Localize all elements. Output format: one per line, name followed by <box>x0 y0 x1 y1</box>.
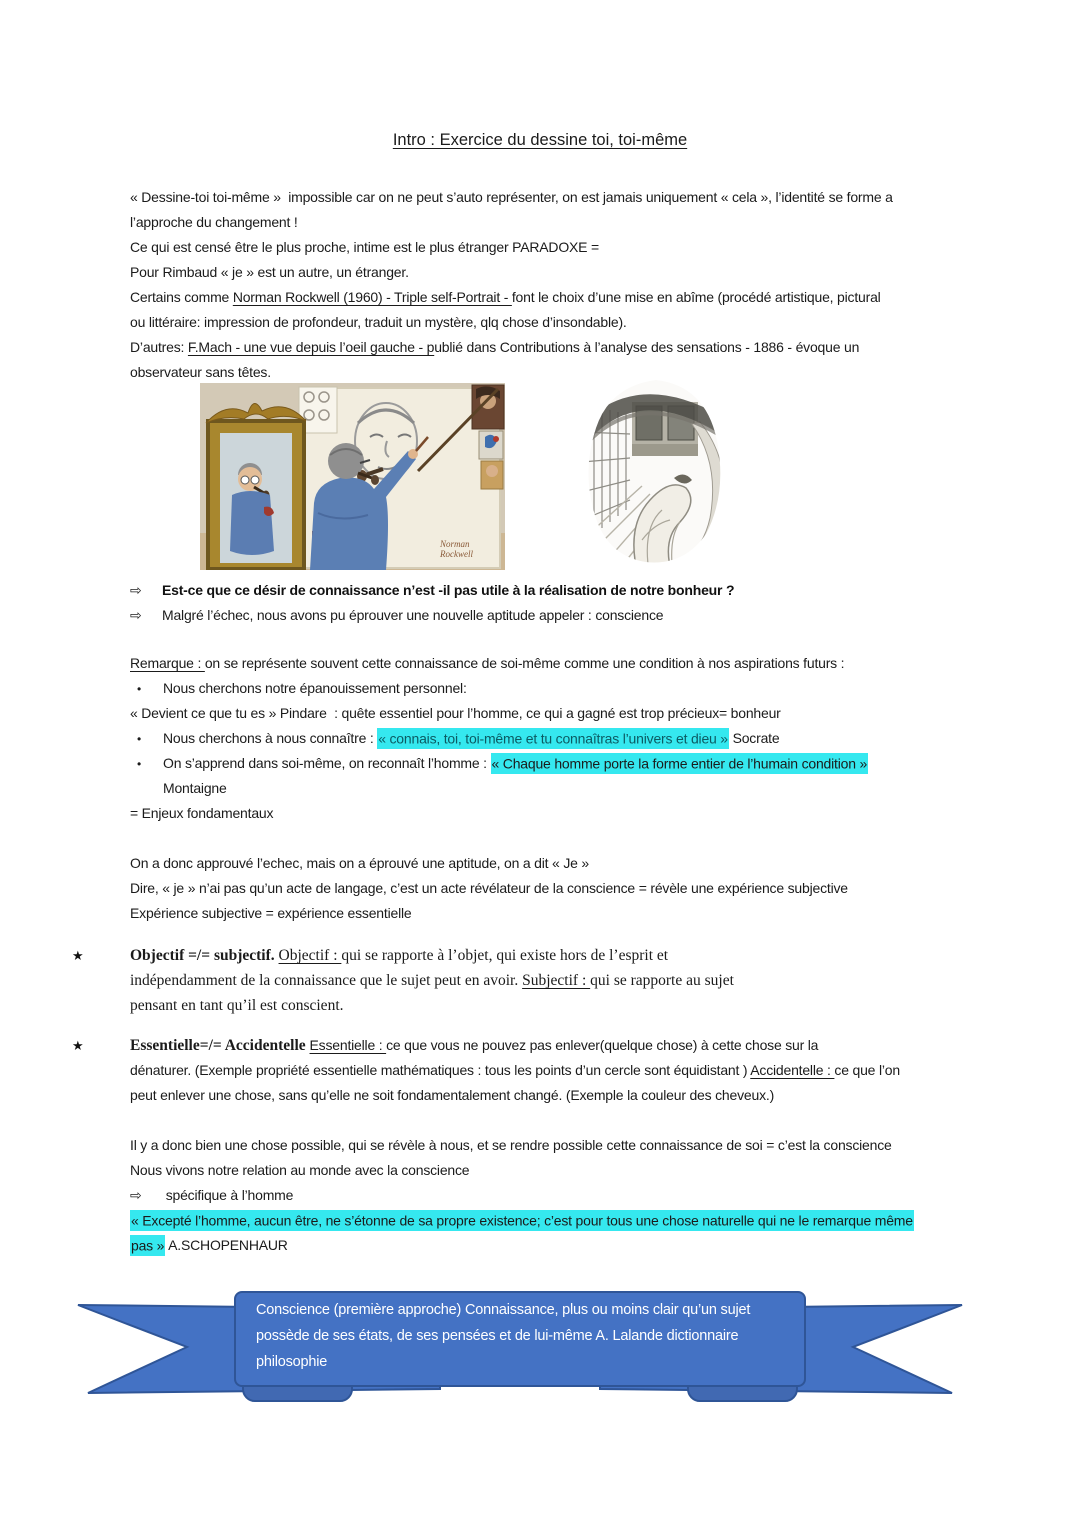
text-run: font le choix d’une mise en abîme (procédé artistique, pictural <box>511 289 881 305</box>
quote-author: A.SCHOPENHAUR <box>165 1237 288 1253</box>
rockwell-signature: Norman <box>440 539 470 549</box>
text-run: Il y a donc bien une chose possible, qui se révèle à nous, et se rendre possible cette connaissance de soi = c’est la conscience <box>130 1137 892 1153</box>
text-run: peut enlever une chose, sans qu’elle ne soit fondamentalement changé. (Exemple la couleur des cheveux.) <box>130 1087 775 1103</box>
rockwell-image <box>200 383 505 575</box>
arrow-icon: ⇨ <box>130 583 142 599</box>
bullet-icon: • <box>137 732 142 746</box>
text-line <box>130 285 975 310</box>
arrow-icon: ⇨ <box>130 1188 142 1204</box>
intro-paragraph <box>130 185 975 385</box>
text-run: observateur sans têtes. <box>130 364 271 380</box>
text-line <box>130 235 975 260</box>
mach-reference: F.Mach - une vue depuis l’oeil gauche - p <box>187 339 435 355</box>
text-line <box>130 185 975 210</box>
page-title <box>0 128 1080 153</box>
text-run: on se représente souvent cette connaissance de soi-même comme une condition à nos aspirations futurs : <box>204 655 845 671</box>
definition-line <box>130 1083 975 1108</box>
text-line <box>130 701 975 726</box>
text-line <box>130 901 975 926</box>
text-run: Nous vivons notre relation au monde avec la conscience <box>130 1162 470 1178</box>
mach-image <box>578 374 726 571</box>
text-run: Nous cherchons à nous connaître : <box>163 730 378 746</box>
question-line <box>130 603 975 628</box>
rockwell-reference: Norman Rockwell (1960) - Triple self-Portrait - <box>232 289 512 305</box>
text-run: dénaturer. (Exemple propriété essentielle mathématiques : tous les points d’un cercle sont équidistant ) <box>130 1062 751 1078</box>
text-run: ublié dans Contributions à l’analyse des sensations - 1886 - évoque un <box>434 339 860 355</box>
mach-illustration <box>578 374 726 566</box>
text-run: Conscience (première approche) Connaissance, plus ou moins clair qu’un sujet <box>256 1302 751 1318</box>
question-line <box>130 578 975 603</box>
underlined-term: Subjectif : <box>522 972 591 989</box>
schopenhauer-quote-line <box>130 1233 975 1258</box>
text-run: « Dessine-toi toi-même » impossible car on ne peut s’auto représenter, on est jamais uniquement « cela », l’identité se forme a <box>130 189 893 205</box>
text-run: philosophie <box>256 1354 328 1370</box>
text-line <box>130 210 975 235</box>
socrate-quote-highlight: « connais, toi, toi-même et tu connaîtras l’univers et dieu » <box>377 728 729 749</box>
schopenhauer-quote-highlight: pas » <box>130 1235 165 1256</box>
text-run: Ce qui est censé être le plus proche, intime est le plus étranger PARADOXE = <box>130 239 599 255</box>
text-run: On s’apprend dans soi-même, on reconnaît l’homme : <box>163 755 491 771</box>
text-run: spécifique à l’homme <box>162 1187 294 1203</box>
ribbon-text-line <box>256 1349 801 1375</box>
underlined-term: Essentielle : <box>309 1037 387 1053</box>
bullet-line <box>130 751 975 776</box>
text-line <box>130 335 975 360</box>
text-line <box>130 260 975 285</box>
text-run: On a donc approuvé l’echec, mais on a éprouvé une aptitude, on a dit « Je » <box>130 855 589 871</box>
rockwell-signature: Rockwell <box>440 549 473 559</box>
text-run: Malgré l’échec, nous avons pu éprouver une nouvelle aptitude appeler : conscience <box>162 607 664 623</box>
underlined-term: Objectif : <box>278 947 342 964</box>
text-run: possède de ses états, de ses pensées et de lui-même A. Lalande dictionnaire <box>256 1328 739 1344</box>
text-line <box>130 360 975 385</box>
arrow-line <box>130 1183 975 1208</box>
text-run: pensant en tant qu’il est conscient. <box>130 997 344 1014</box>
definition-line <box>130 1058 975 1083</box>
text-run: Montaigne <box>163 780 227 796</box>
text-run: Dire, « je » n’ai pas qu’un acte de langage, c’est un acte révélateur de la conscience = révèle une expérience subjective <box>130 880 848 896</box>
text-line <box>130 801 975 826</box>
text-run: Nous cherchons notre épanouissement personnel: <box>163 680 467 696</box>
bullet-icon: • <box>137 757 142 771</box>
star-icon: ★ <box>72 1038 84 1053</box>
conscience-block <box>130 1133 975 1258</box>
objectif-definition <box>130 943 975 1018</box>
essentielle-definition <box>130 1033 975 1108</box>
text-run: Expérience subjective = expérience essentielle <box>130 905 412 921</box>
underlined-term: Accidentelle : <box>750 1062 835 1078</box>
text-run: Pour Rimbaud « je » est un autre, un étranger. <box>130 264 409 280</box>
text-run: qui se rapporte à l’objet, qui existe hors de l’esprit et <box>341 947 669 964</box>
bullet-line <box>130 676 975 701</box>
text-line <box>130 851 975 876</box>
text-run: Socrate <box>728 730 780 746</box>
text-run: ce que l’on <box>834 1062 900 1078</box>
schopenhauer-quote-line <box>130 1208 975 1233</box>
page-title-text: Intro : Exercice du dessine toi, toi-même <box>392 131 688 149</box>
text-run: Certains comme <box>130 289 233 305</box>
definition-line <box>130 993 975 1018</box>
text-run: D’autres: <box>130 339 188 355</box>
montaigne-quote-highlight: « Chaque homme porte la forme entier de l’humain condition » <box>491 753 869 774</box>
question-bold: Est-ce que ce désir de connaissance n’est -il pas utile à la réalisation de notre bonheur ? <box>162 582 735 598</box>
remarque-block <box>130 651 975 826</box>
ribbon-text-line <box>256 1297 801 1323</box>
text-line <box>130 310 975 335</box>
questions-block <box>130 578 975 628</box>
text-run: qui se rapporte au sujet <box>590 972 734 989</box>
text-line <box>130 876 975 901</box>
definition-term: Objectif =/= subjectif. <box>130 947 279 964</box>
remarque-label: Remarque : <box>130 655 205 671</box>
star-icon: ★ <box>72 948 84 963</box>
text-line <box>130 776 975 801</box>
text-run: « Devient ce que tu es » Pindare : quête essentiel pour l’homme, ce qui a gagné est trop précieux= bonheur <box>130 705 781 721</box>
ribbon-text-line <box>256 1323 801 1349</box>
text-line <box>130 1158 975 1183</box>
text-run: ou littéraire: impression de profondeur, traduit un mystère, qlq chose d’insondable). <box>130 314 627 330</box>
ribbon-definition <box>256 1297 801 1375</box>
definition-line <box>130 1033 975 1058</box>
definition-line <box>130 968 975 993</box>
definition-term: Essentielle=/= Accidentelle <box>130 1037 310 1054</box>
text-run: indépendamment de la connaissance que le sujet peut en avoir. <box>130 972 523 989</box>
bullet-line <box>130 726 975 751</box>
definition-line <box>130 943 975 968</box>
rockwell-illustration <box>200 383 505 570</box>
mirror <box>208 421 304 569</box>
remarque-intro-line <box>130 651 975 676</box>
arrow-icon: ⇨ <box>130 608 142 624</box>
text-run: l’approche du changement ! <box>130 214 298 230</box>
text-run: ce que vous ne pouvez pas enlever(quelque chose) à cette chose sur la <box>386 1037 819 1053</box>
bullet-icon: • <box>137 682 142 696</box>
je-paragraph <box>130 851 975 926</box>
text-run: = Enjeux fondamentaux <box>130 805 274 821</box>
schopenhauer-quote-highlight: « Excepté l’homme, aucun être, ne s’étonne de sa propre existence; c’est pour tous une chose naturelle qui ne le remarque même <box>130 1210 914 1231</box>
text-line <box>130 1133 975 1158</box>
